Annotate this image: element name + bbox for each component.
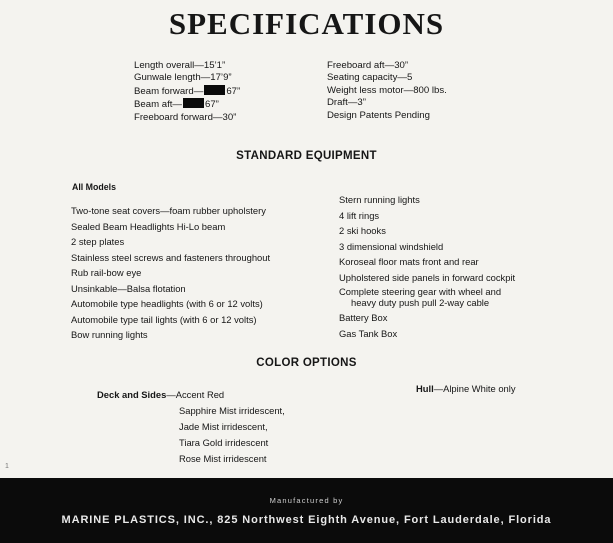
hull-label: Hull: [416, 383, 434, 394]
spec-draft: Draft—3”: [327, 97, 366, 109]
color-options-heading: COLOR OPTIONS: [256, 357, 357, 369]
list-item: Stainless steel screws and fasteners throughout: [71, 251, 271, 263]
deck-color: Sapphire Mist irridescent,: [179, 405, 285, 416]
deck-color: Rose Mist irridescent: [179, 453, 267, 464]
spec-seating: Seating capacity—5: [327, 72, 413, 84]
specs-left-column: [134, 60, 240, 124]
spec-beam-forward: Beam forward— 67”: [134, 85, 241, 97]
spec-freeboard-forward: Freeboard forward—30”: [134, 111, 237, 123]
list-item: Stern running lights: [339, 194, 420, 205]
list-item: Bow running lights: [71, 329, 148, 340]
deck-color: Jade Mist irridescent,: [179, 421, 268, 432]
footer-band: [0, 478, 613, 543]
list-item: Automobile type tail lights (with 6 or 12 volts): [71, 313, 257, 325]
spec-length: Length overall—15’1”: [134, 60, 226, 71]
equipment-left-list: [71, 203, 270, 343]
list-item: Upholstered side panels in forward cockpit: [339, 271, 516, 283]
list-item: 2 ski hooks: [339, 225, 386, 236]
deck-color: —Accent Red: [166, 389, 225, 400]
list-item: Automobile type headlights (with 6 or 12 volts): [71, 298, 263, 309]
company-address: MARINE PLASTICS, INC., 825 Northwest Eighth Avenue, Fort Lauderdale, Florida: [61, 514, 552, 526]
hull-colors: [416, 383, 516, 394]
list-item: Gas Tank Box: [339, 327, 398, 339]
all-models-subheading: All Models: [72, 182, 116, 192]
corner-mark: 1: [5, 463, 9, 470]
list-item: Sealed Beam Headlights Hi-Lo beam: [71, 220, 226, 232]
equipment-right-list: [339, 192, 515, 341]
list-item: 3 dimensional windshield: [339, 240, 444, 252]
spec-gunwale: Gunwale length—17’9”: [134, 72, 232, 84]
list-item: Koroseal floor mats front and rear: [339, 256, 479, 267]
spec-freeboard-aft: Freeboard aft—30”: [327, 60, 409, 71]
redaction-mark: [204, 85, 225, 95]
manufactured-by: Manufactured by: [269, 496, 344, 505]
list-item: Rub rail-bow eye: [71, 267, 142, 278]
standard-equipment-heading: STANDARD EQUIPMENT: [236, 150, 377, 162]
list-item: Complete steering gear with wheel and heavy duty push pull 2-way cable: [339, 286, 502, 308]
list-item: Unsinkable—Balsa flotation: [71, 282, 186, 294]
list-item: 2 step plates: [71, 236, 125, 247]
spec-patents: Design Patents Pending: [327, 109, 430, 121]
hull-color: —Alpine White only: [433, 383, 516, 394]
list-item: Two-tone seat covers—foam rubber upholstery: [71, 205, 266, 216]
page-title: SPECIFICATIONS: [168, 6, 445, 41]
deck-colors: [97, 387, 285, 467]
redaction-mark: [183, 98, 204, 108]
specs-right-column: [327, 60, 447, 122]
deck-label: Deck and Sides: [97, 389, 167, 400]
list-item: 4 lift rings: [339, 209, 380, 221]
spec-beam-aft: Beam aft— 67”: [134, 99, 219, 111]
list-item: Battery Box: [339, 312, 388, 323]
spec-weight: Weight less motor—800 lbs.: [327, 84, 447, 96]
deck-color: Tiara Gold irridescent: [179, 437, 269, 448]
